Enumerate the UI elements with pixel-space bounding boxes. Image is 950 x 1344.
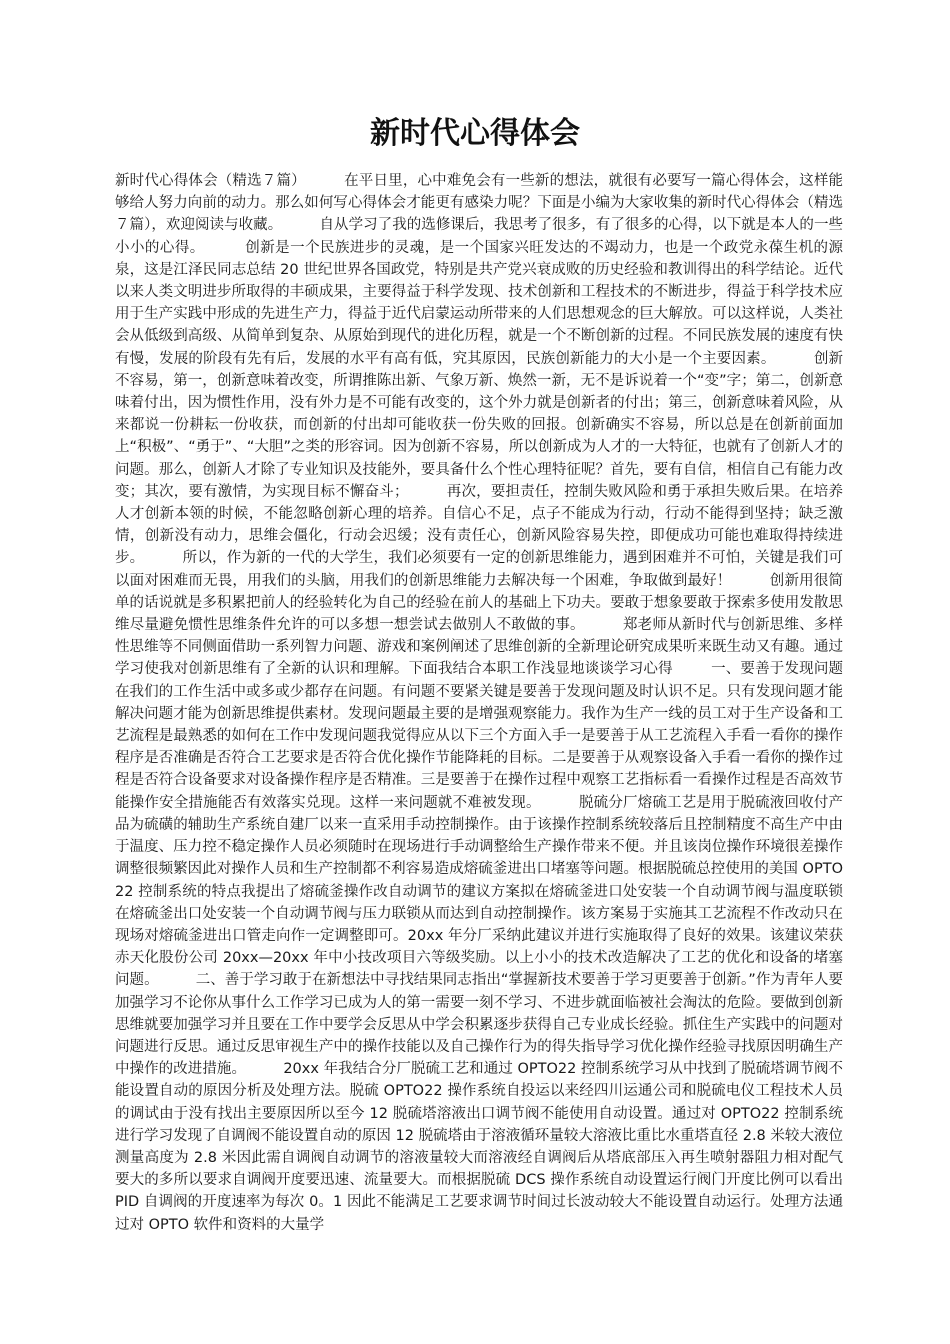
document-title: 新时代心得体会: [370, 116, 580, 151]
document-body-text: 新时代心得体会（精选７篇） 在平日里，心中难免会有一些新的想法，就很有必要写一篇心得体会，这样能够给人努力向前的动力。那么如何写心得体会才能更有感染力呢？下面是小编为大家收集的新时代心得体会（精选７篇），欢迎阅读与收藏。 自从学习了我的选修课后，我思考了很多，有了很多的心得，以下就是本人的一些小小的心得。 创新是一个民族进步的灵魂，是一个国家兴旺发达的不竭动力，也是一个政党永葆生机的源泉，这是江泽民同志总结 20 世纪世界各国政党，特别是共产党兴衰成败的历史经验和教训得出的科学结论。近代以来人类文明进步所取得的丰硕成果，主要得益于科学发现、技术创新和工程技术的不断进步，得益于科学技术应用于生产实践中形成的先进生产力，得益于近代启蒙运动所带来的人们思想观念的巨大解放。可以这样说，人类社会从低级到高级、从简单到复杂、从原始到现代的进化历程，就是一个不断创新的过程。不同民族发展的速度有快有慢，发展的阶段有先有后，发展的水平有高有低，究其原因，民族创新能力的大小是一个主要因素。 创新不容易，第一，创新意味着改变，所谓推陈出新、气象万新、焕然一新，无不是诉说着一个“变”字；第二，创新意味着付出，因为惯性作用，没有外力是不可能有改变的，这个外力就是创新者的付出；第三，创新意味着风险，从来都说一份耕耘一份收获，而创新的付出却可能收获一份失败的回报。创新确实不容易，所以总是在创新前面加上“积极”、“勇于”、“大胆”之类的形容词。因为创新不容易，所以创新成为人才的一大特征，也就有了创新人才的问题。那么，创新人才除了专业知识及技能外，要具备什么个性心理特征呢？首先，要有自信，相信自己有能力改变；其次，要有激情，为实现目标不懈奋斗； 再次，要担责任，控制失败风险和勇于承担失败后果。在培养人才创新本领的时候，不能忽略创新心理的培养。自信心不足，点子不能成为行动，行动不能得到坚持；缺乏激情，创新没有动力，思维会僵化，行动会迟缓；没有责任心，创新风险容易失控，即便成功可能也难取得持续进步。 所以，作为新的一代的大学生，我们必须要有一定的创新思维能力，遇到困难并不可怕，关键是我们可以面对困难而无畏，用我们的头脑，用我们的创新思维能力去解决每一个困难，争取做到最好！ 创新用很简单的话说就是多积累把前人的经验转化为自己的经验在前人的基础上下功夫。要敢于想象要敢于探索多使用发散思维尽量避免惯性思维条件允许的可以多想一想尝试去做别人不敢做的事。 郑老师从新时代与创新思维、多样性思维等不同侧面借助一系列智力问题、游戏和案例阐述了思维创新的全新理论研究成果听来既生动又有趣。通过学习使我对创新思维有了全新的认识和理解。下面我结合本职工作浅显地谈谈学习心得 一、要善于发现问题在我们的工作生活中或多或少都存在问题。有问题不要紧关键是要善于发现问题及时认识不足。只有发现问题才能解决问题才能为创新思维提供素材。发现问题最主要的是增强观察能力。我作为生产一线的员工对于生产设备和工艺流程是最熟悉的如何在工作中发现问题我觉得应从以下三个方面入手一是要善于从工艺流程入手看一看你的操作程序是否准确是否符合工艺要求是否符合优化操作节能降耗的目标。二是要善于从观察设备入手看一看你的操作过程是否符合设备要求对设备操作程序是否精准。三是要善于在操作过程中观察工艺指标看一看操作过程是否高效节能操作安全措施能否有效落实兑现。这样一来问题就不难被发现。 脱硫分厂熔硫工艺是用于脱硫液回收付产品为硫磺的辅助生产系统自建厂以来一直采用手动控制操作。由于该操作控制系统较落后且控制精度不高生产中由于温度、压力控不稳定操作人员必须随时在现场进行手动调整给生产操作带来不便。并且该岗位操作环境很差操作调整很频繁因此对操作人员和生产控制都不利容易造成熔硫釜进出口堵塞等问题。根据脱硫总控使用的美国 OPTO22 控制系统的特点我提出了熔硫釜操作改自动调节的建议方案拟在熔硫釜进口处安装一个自动调节阀与温度联锁在熔硫釜出口处安装一个自动调节阀与压力联锁从而达到自动控制操作。该方案易于实施其工艺流程不作改动只在现场对熔硫釜进出口管走向作一定调整即可。20xx 年分厂采纳此建议并进行实施取得了良好的效果。该建议荣获赤天化股份公司 20xx—20xx 年中小技改项目六等级奖励。以上小小的技术改造解决了工艺的优化和设备的堵塞问题。 二、善于学习敢于在新想法中寻找结果同志指出“掌握新技术要善于学习更要善于创新。”作为青年人要加强学习不论你从事什么工作学习已成为人的第一需要一刻不学习、不进步就面临被社会淘汰的危险。要做到创新思维就要加强学习并且要在工作中要学会反思从中学会积累逐步获得自己专业成长经验。抓住生产实践中的问题对问题进行反思。通过反思审视生产中的操作技能以及自己操作行为的得失指导学习优化操作经验寻找原因明确生产中操作的改进措施。 20xx 年我结合分厂脱硫工艺和通过 OPTO22 控制系统学习从中找到了脱硫塔调节阀不能设置自动的原因分析及处理方法。脱硫 OPTO22 操作系统自投运以来经四川运通公司和脱硫电仪工程技术人员的调试由于没有找出主要原因所以至今 12 脱硫塔溶液出口调节阀不能使用自动设置。通过对 OPTO22 控制系统进行学习发现了自调阀不能设置自动的原因 12 脱硫塔由于溶液循环量较大溶液比重比水重塔直径 2.8 米较大液位测量高度为 2.8 米因此需自调阀自动调节的溶液量较大而溶液经自调阀后从塔底部压入再生喷射器阻力相对配气要大的多所以要求自调阀开度要迅速、流量要大。而根据脱硫 DCS 操作系统自动设置运行阀门开度比例可以看出 PID 自调阀的开度速率为每次 0。1 因此不能满足工艺要求调节时间过长波动较大不能设置自动运行。处理方法通过对 OPTO 软件和资料的大量学: [115, 173, 848, 1233]
